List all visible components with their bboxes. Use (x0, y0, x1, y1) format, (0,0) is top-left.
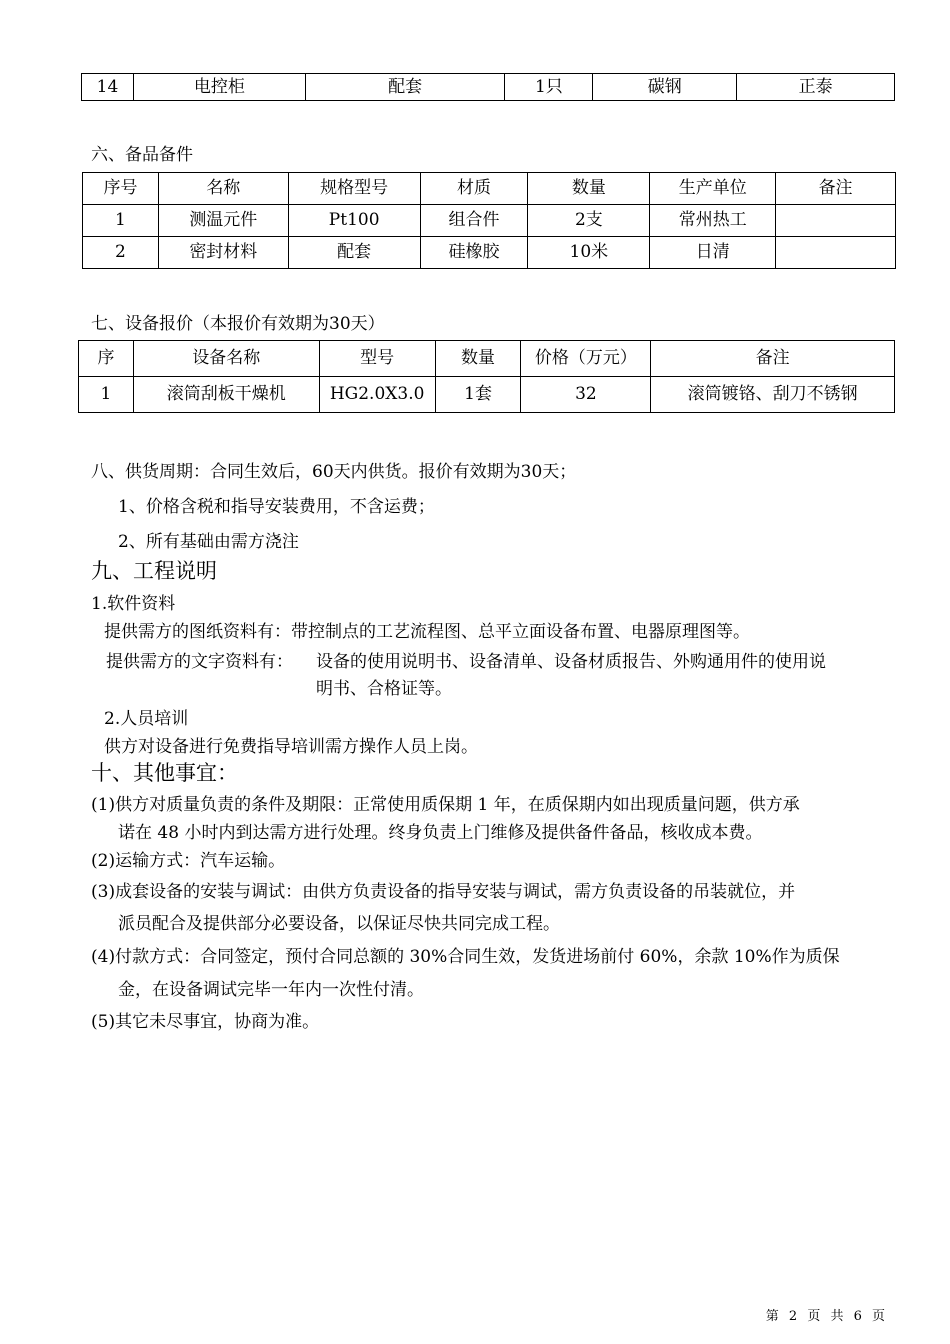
table-cell (776, 205, 896, 237)
clause-2: (2)运输方式：汽车运输。 (91, 851, 286, 871)
table-cell: 日清 (650, 237, 776, 269)
column-header: 设备名称 (133, 341, 319, 377)
training-text: 供方对设备进行免费指导培训需方操作人员上岗。 (104, 737, 478, 757)
table-cell: 正泰 (737, 74, 895, 101)
column-header: 型号 (319, 341, 435, 377)
subheading-training: 2.人员培训 (104, 709, 189, 729)
table-cell: 配套 (305, 74, 505, 101)
documents-line-2: 明书、合格证等。 (316, 679, 452, 699)
table-cell: 1 (83, 205, 159, 237)
table-header-row (83, 173, 896, 205)
table-cell: 密封材料 (158, 237, 288, 269)
section-heading-other: 十、其他事宜： (91, 761, 238, 785)
column-header: 序号 (83, 173, 159, 205)
table-cell: 测温元件 (158, 205, 288, 237)
clause-4-line-1: (4)付款方式：合同签定，预付合同总额的 30%合同生效，发货进场前付 60%，余款 10%作为质保 (91, 947, 840, 967)
table-header-row (79, 341, 895, 377)
section-heading-delivery: 八、供货周期：合同生效后，60天内供货。报价有效期为30天； (91, 462, 577, 482)
table-cell: 32 (521, 377, 651, 413)
clause-1-line-2: 诺在 48 小时内到达需方进行处理。终身负责上门维修及提供备件备品，核收成本费。 (118, 823, 763, 843)
table-cell: HG2.0X3.0 (319, 377, 435, 413)
table-cell: Pt100 (288, 205, 420, 237)
table-cell: 1 (79, 377, 134, 413)
table-cell: 组合件 (420, 205, 528, 237)
page-number: 第 2 页 共 6 页 (765, 1309, 888, 1324)
table-cell: 14 (82, 74, 134, 101)
column-header: 名称 (158, 173, 288, 205)
column-header: 材质 (420, 173, 528, 205)
subheading-software: 1.软件资料 (91, 594, 176, 614)
clause-4-line-2: 金，在设备调试完毕一年内一次性付清。 (118, 980, 424, 1000)
table-cell: 碳钢 (593, 74, 737, 101)
delivery-note-1: 1、价格含税和指导安装费用，不含运费； (118, 497, 435, 517)
spare-parts-table (82, 172, 896, 269)
table-cell: 10米 (528, 237, 650, 269)
table-cell: 滚筒刮板干燥机 (133, 377, 319, 413)
table-cell: 1套 (435, 377, 521, 413)
quotation-table (78, 340, 895, 413)
table-cell: 配套 (288, 237, 420, 269)
documents-line-1: 设备的使用说明书、设备清单、设备材质报告、外购通用件的使用说 (316, 652, 826, 672)
table-cell: 硅橡胶 (420, 237, 528, 269)
clause-3-line-1: (3)成套设备的安装与调试：由供方负责设备的指导安装与调试，需方负责设备的吊装就位，并 (91, 882, 796, 902)
delivery-note-2: 2、所有基础由需方浇注 (118, 532, 299, 552)
table-row (79, 377, 895, 413)
column-header: 数量 (528, 173, 650, 205)
table-row (83, 237, 896, 269)
column-header: 价格（万元） (521, 341, 651, 377)
column-header: 生产单位 (650, 173, 776, 205)
column-header: 规格型号 (288, 173, 420, 205)
table-row (82, 74, 895, 101)
section-heading-spare-parts: 六、备品备件 (91, 145, 193, 165)
column-header: 序 (79, 341, 134, 377)
column-header: 备注 (651, 341, 895, 377)
clause-1-line-1: (1)供方对质量负责的条件及期限：正常使用质保期 1 年，在质保期内如出现质量问题，供方承 (91, 795, 800, 815)
documents-label: 提供需方的文字资料有： (106, 652, 293, 672)
section-heading-quotation: 七、设备报价（本报价有效期为30天） (91, 314, 385, 334)
clause-3-line-2: 派员配合及提供部分必要设备，以保证尽快共同完成工程。 (118, 914, 560, 934)
equipment-list-table (81, 73, 895, 101)
drawings-provided: 提供需方的图纸资料有：带控制点的工艺流程图、总平立面设备布置、电器原理图等。 (104, 622, 750, 642)
table-cell: 常州热工 (650, 205, 776, 237)
column-header: 备注 (776, 173, 896, 205)
clause-5: (5)其它未尽事宜，协商为准。 (91, 1012, 320, 1032)
table-cell: 2支 (528, 205, 650, 237)
table-cell: 2 (83, 237, 159, 269)
table-cell (776, 237, 896, 269)
column-header: 数量 (435, 341, 521, 377)
table-cell: 1只 (505, 74, 593, 101)
table-cell: 滚筒镀铬、刮刀不锈钢 (651, 377, 895, 413)
section-heading-engineering: 九、工程说明 (91, 559, 217, 583)
table-row (83, 205, 896, 237)
table-cell: 电控柜 (133, 74, 305, 101)
